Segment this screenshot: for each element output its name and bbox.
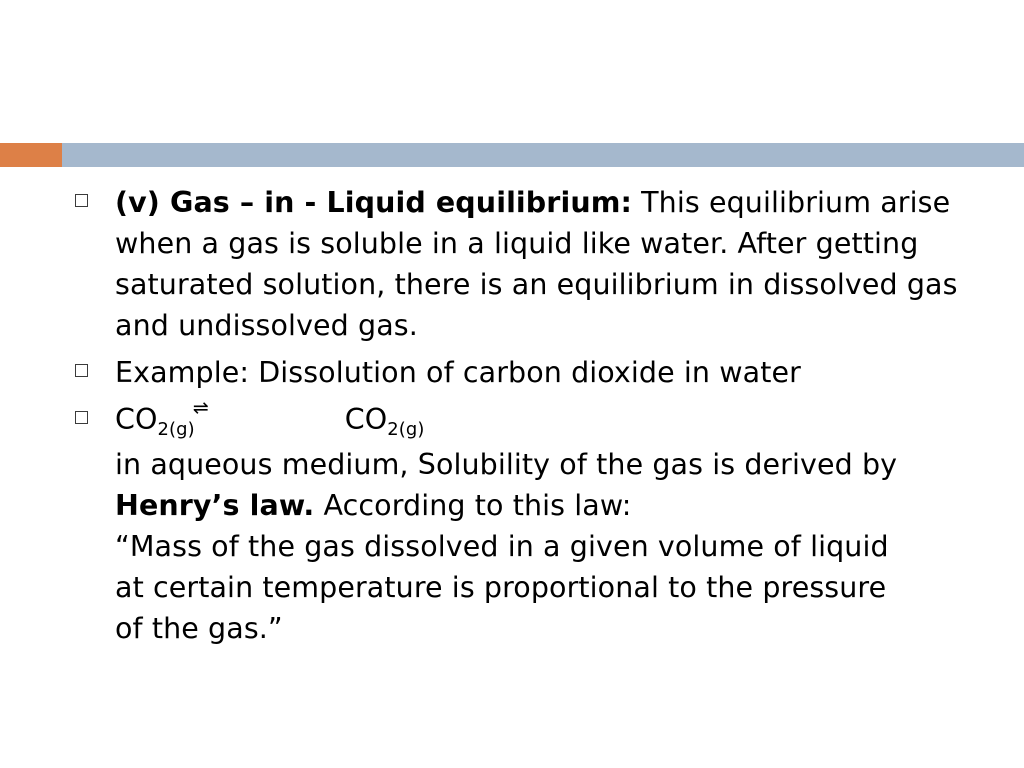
- decoration-blue-bar: [62, 143, 1024, 167]
- square-bullet-icon: [75, 364, 88, 377]
- equation-line: $CO_{2(g)}$ ⇌ $CO_{2(g)}$: [115, 397, 425, 440]
- square-bullet-icon: [75, 194, 88, 207]
- equation-right-subscript: 2(g): [387, 418, 425, 440]
- explanation-text: in aqueous medium, Solubility of the gas is derived by: [115, 448, 898, 481]
- quote-line-2: at certain temperature is proportional to the pressure: [115, 571, 887, 604]
- bullet-text: This equilibrium arise when a gas is soluble in a liquid like water. After getting saturated solution, there is an equilibrium in dissolved gas and undissolved gas.: [115, 186, 958, 342]
- bullet-text: Example: Dissolution of carbon dioxide in water: [115, 356, 801, 389]
- bullet-list: [70, 182, 980, 649]
- header-decoration-bar: [0, 143, 1024, 167]
- slide-body: [70, 182, 980, 655]
- equation-left-formula: CO: [115, 403, 158, 436]
- henrys-law-label: Henry’s law.: [115, 489, 315, 522]
- equation-explanation-line-1: [115, 444, 980, 485]
- equation-explanation-line-2: [115, 485, 980, 526]
- square-bullet-icon: [75, 411, 88, 424]
- explanation-text: According to this law:: [314, 489, 632, 522]
- bullet-lead-bold: (v) Gas – in - Liquid equilibrium:: [115, 186, 633, 219]
- list-item: [70, 352, 980, 393]
- list-item-equation: [70, 399, 980, 649]
- decoration-orange-block: [0, 143, 62, 167]
- equation-left-subscript: 2(g): [157, 418, 195, 440]
- list-item: [70, 182, 980, 346]
- quote-line-3: of the gas.”: [115, 612, 283, 645]
- quote-line-1: “Mass of the gas dissolved in a given volume of liquid: [115, 530, 889, 563]
- equation-right-formula: CO: [344, 403, 388, 436]
